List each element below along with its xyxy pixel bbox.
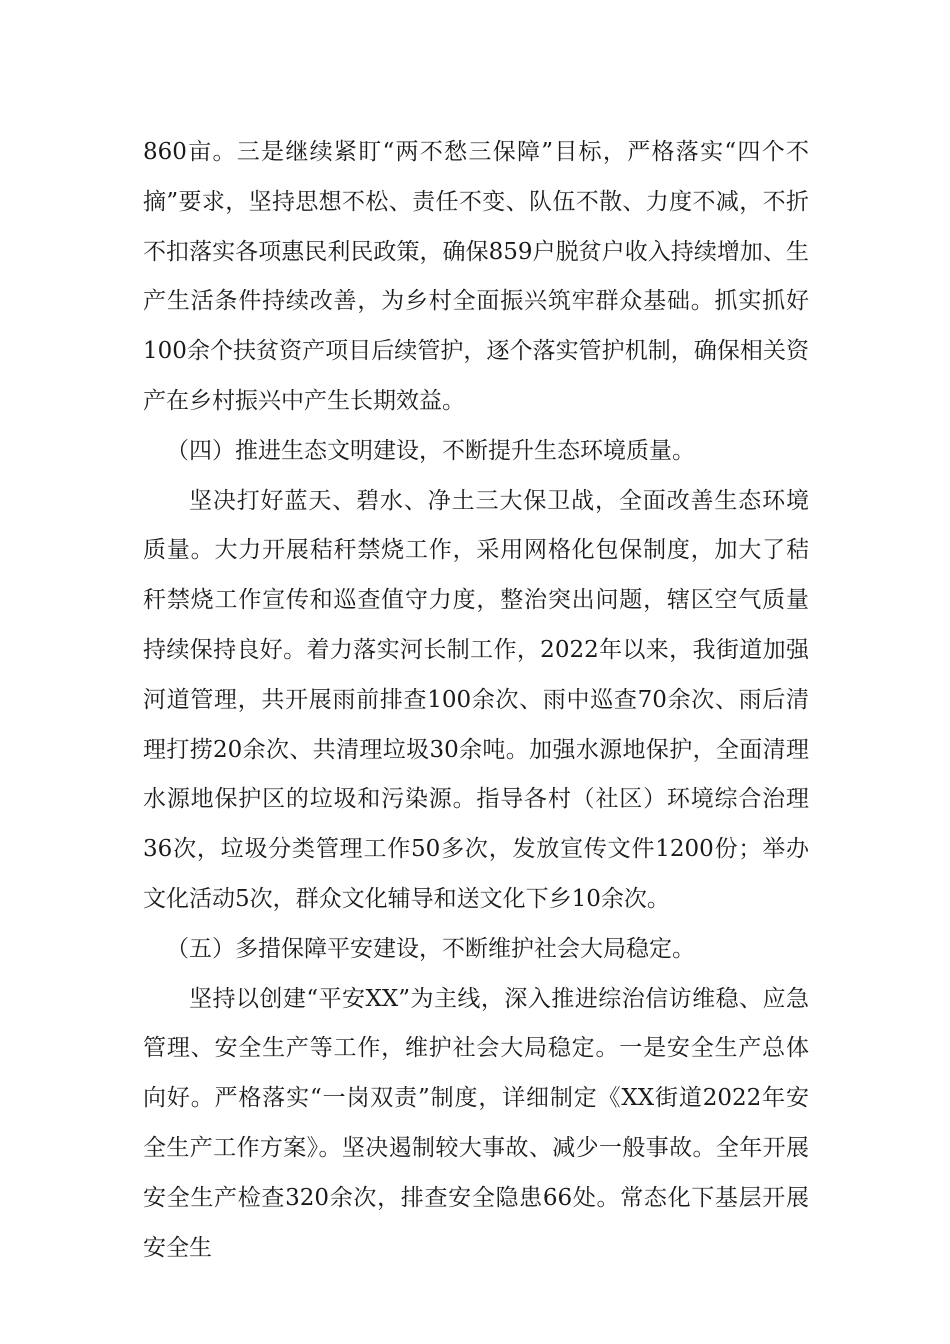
section-heading-safety: （五）多措保障平安建设，不断维护社会大局稳定。 [166, 935, 695, 962]
section-heading-ecology: （四）推进生态文明建设，不断提升生态环境质量。 [166, 437, 695, 464]
document-body [143, 128, 809, 1273]
paragraph-poverty-continuation: 860亩。三是继续紧盯“两不愁三保障”目标，严格落实“四个不摘”要求，坚持思想不松、责任不变、队伍不散、力度不减，不折不扣落实各项惠民利民政策，确保859户脱贫户收入持续增加、生产生活条件持续改善，为乡村全面振兴筑牢群众基础。抓实抓好100余个扶贫资产项目后续管护，逐个落实管护机制，确保相关资产在乡村振兴中产生长期效益。 [143, 139, 809, 414]
paragraph-safety: 坚持以创建“平安XX”为主线，深入推进综治信访维稳、应急管理、安全生产等工作，维护社会大局稳定。一是安全生产总体向好。严格落实“一岗双责”制度，详细制定《XX街道2022年安全生产工作方案》。坚决遏制较大事故、减少一般事故。全年开展安全生产检查320余次，排查安全隐患66处。常态化下基层开展安全生 [143, 985, 809, 1261]
paragraph-ecology: 坚决打好蓝天、碧水、净土三大保卫战，全面改善生态环境质量。大力开展秸秆禁烧工作，采用网格化包保制度，加大了秸秆禁烧工作宣传和巡查值守力度，整治突出问题，辖区空气质量持续保持良好。着力落实河长制工作，2022年以来，我街道加强河道管理，共开展雨前排查100余次、雨中巡查70余次、雨后清理打捞20余次、共清理垃圾30余吨。加强水源地保护，全面清理水源地保护区的垃圾和污染源。指导各村（社区）环境综合治理36次，垃圾分类管理工作50多次，发放宣传文件1200份；举办文化活动5次，群众文化辅导和送文化下乡10余次。 [143, 487, 809, 912]
